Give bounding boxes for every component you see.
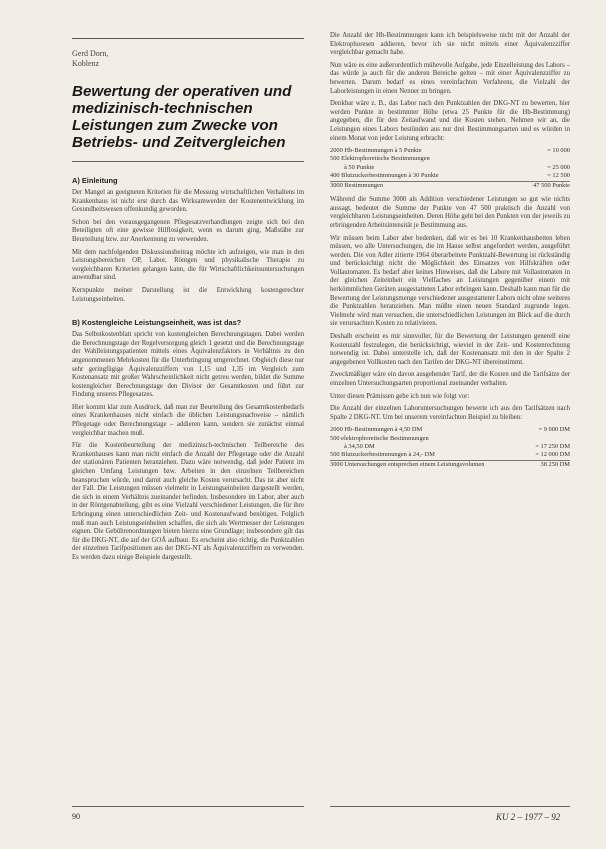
paragraph: Zweckmäßiger wäre ein davon ausgehender Tarif, der die Kosten und die Tarifsätze der einzelnen Untersuchungsarten proportional zueinander verhalten. [330, 371, 570, 388]
paragraph: Nun wäre es eine außerordentlich mühevolle Aufgabe, jede Einzelleistung des Labors – das würde ja auch für die anderen Bereiche gelten – mit einer Äquivalenzziffer zu bewerten. Darum bedarf es eines vereinfachten Verfahrens, die Vielzahl der Laborleistungen in einen Nenner zu bringen. [330, 61, 570, 95]
table-row-value [508, 435, 570, 443]
table-row-label: 500 Elektrophoretische Bestimmungen [330, 155, 430, 163]
table-row-label: 3000 Bestimmungen [330, 181, 384, 189]
footer-rule-left [72, 806, 304, 807]
table-row [330, 435, 570, 443]
table-row-label: 3000 Untersuchungen entsprechen einem Leistungsvolumen [330, 461, 485, 469]
table-row-label: 500 Blutzuckerbestimmungen à 24,- DM [330, 451, 435, 458]
paragraph: Der Mangel an geeigneten Kriterien für die Messung wirtschaftlichen Verhaltens im Krankenhaus ist nicht erst durch das Wirksamwerden der Kostenentwicklung im Gesundheitswesen offenkundig geworden. [72, 189, 304, 214]
table-row-label: à 50 Punkte [344, 163, 375, 171]
table-row [330, 451, 570, 459]
table-total-row [330, 181, 570, 190]
paragraph: Die Anzahl der einzelnen Laboruntersuchungen bewerte ich aus den Tarifsätzen nach Spalte 2 DKG-NT. Um bei unserem vereinfachten Beispiel zu bleiben: [330, 405, 570, 421]
paragraph: Denkbar wäre z. B., das Labor nach den Punktzahlen der DKG-NT zu bewerten, hier werden Punkte in bestimmter Höhe (etwa 25 Punkte für die Hb-Bestimmung) angegeben, die für den Zeitaufwand und die Kosten stehen. Nehmen wir an, die Leistungen eines Labors bestünden aus nur drei Bestimmungsarten und es würden in einem Monat von jeder Leistung erbracht: [330, 100, 570, 142]
section-heading-a: A) Einleitung [72, 176, 118, 185]
table-row-value: = 9 000 DM [538, 426, 570, 434]
table-row [330, 443, 570, 451]
paragraph: Das Selbstkostenblatt spricht von kostengleichen Berechnungstagen. Dabei werden die Berechnungstage der Regelversorgung gleich 1 gesetzt und die Berechnungstage der Wahlleistungspatienten mittels eines Äquivalenzfaktors in Verhältnis zu den angenommenen Mehrkosten für die Unterbringung umgerechnet. Obgleich diese nur sehr geringfügige Äquivalenzziffern von 1,15 und 1,35 im Vergleich zum Kostenansatz mit großer Wahrscheinlichkeit nicht getreu werden, bildet die Summe kostengleicher Berechnungstage den Divisor der Gesamtkosten und führt zur Findung unseres Pflegesatzes. [72, 331, 304, 399]
table-row-value [508, 155, 570, 163]
section-heading-b: B) Kostengleiche Leistungseinheit, was ist das? [72, 318, 242, 328]
table-row-label: 500 elektrophoretische Bestimmungen [330, 434, 429, 442]
author-city: Koblenz [72, 59, 100, 68]
paragraph: Hier kommt klar zum Ausdruck, daß man zur Beurteilung des Gesamtkostenbedarfs eines Krankenhauses nicht einfach die üblichen Leistungsnachweise – nämlich Pflegetage oder Berechnungstage – addieren kann, sondern sie zunächst einmal vergleichbar machen muß. [72, 403, 304, 437]
paragraph: Kernpunkte meiner Darstellung ist die Entwicklung kostengerechter Leistungseinheiten. [72, 286, 304, 303]
table-row-value: 38 250 DM [540, 461, 570, 469]
article-title: Bewertung der operativen und medizinisch-technischen Leistungen zum Zwecke von Betriebs- und Zeitvergleichen [72, 83, 292, 151]
table-row [330, 426, 570, 434]
table-row-value: = 12 500 [547, 171, 570, 179]
table-row [330, 155, 570, 163]
paragraph: Mit dem nachfolgenden Diskussionsbeitrag möchte ich aufzeigen, wie man in den Leistungsbereichen OP, Labor, Röntgen und physikalische Therapie zu vergleichbaren Kriterien gelangen kann, die für Wirtschaftlichkeitsuntersuchungen anwendbar sind. [72, 248, 304, 282]
table-row-label: à 34,50 DM [344, 442, 375, 450]
table-row-value: = 25 000 [547, 163, 570, 171]
table-row-label: 2000 Hb-Bestimmungen à 4,50 DM [330, 426, 423, 434]
points-table [330, 147, 570, 190]
paragraph: Die Anzahl der Hb-Bestimmungen kann ich beispielsweise nicht mit der Anzahl der Elektrophoresen addieren, bevor ich sie nicht mittels einer Äquivalenzziffer vergleichbar gemacht habe. [330, 32, 570, 57]
table-row-value: = 10 000 [547, 147, 570, 155]
table-row-label: 400 Blutzuckerbestimmungen à 30 Punkte [330, 171, 439, 179]
table-row [330, 147, 570, 155]
right-column [330, 32, 570, 475]
table-total-row [330, 460, 570, 469]
paragraph: Deshalb erscheint es mir sinnvoller, für die Bewertung der Leistungen generell eine Kostenzahl festzulegen, die berücksichtigt, wieviel in der Zeit- und Kostenrechnung notwendig ist. Dabei unterstelle ich, daß der Kostenansatz mit den in der Spalte 2 angegebenen Vollkosten nach den Tarifen der DKG-NT übereinstimmt. [330, 333, 570, 366]
top-rule [72, 38, 304, 39]
paragraph: Unter diesen Prämissen gehe ich nun wie folgt vor: [330, 392, 470, 400]
table-row-label: 2000 Hb-Bestimmungen à 5 Punkte [330, 147, 422, 155]
table-row-value: = 17 250 DM [535, 442, 570, 450]
page-number: 90 [72, 812, 80, 821]
paragraph: Für die Kostenbeurteilung der medizinisch-technischen Teilbereiche des Krankenhauses kann man nicht einfach die Anzahl der Pflegetage oder die Anzahl der stationären Patienten heranziehen. Dazu wäre notwendig, daß jeder Patient im gleichen Umfang Leistungen bzw. Arbeiten in den einzelnen Teilbereichen beanspruchen würde, und damit auch gleiche Kosten verursacht. Das ist aber nicht der Fall. Die Leistungen müssen vielmehr in Leistungseinheiten dargestellt werden, die sich in einem Verhältnis zueinander befinden. Insbesondere im Labor, aber auch in der Röntgenabteilung, gibt es eine Vielzahl verschiedener Leistungen, die für ihre Erbringung einen unterschiedlichen Zeit- und Kostenaufwand benötigen. Folglich muß man auch Leistungseinheiten schaffen, die sich als Wertmesser der Leistungen eignen. Die Gebührenordnungen bieten hierzu eine Grundlage; insbesondere gilt das für die DKG-NT, die auf der GOÄ aufbaut. Es erscheint also richtig, die Punktzahlen der einzelnen Tarifpositionen aus der DKG-NT als Äquivalenzziffern zu verwenden. Es werden dazu einige Beispiele dargestellt. [72, 442, 304, 561]
paragraph: Während die Summe 3000 als Addition verschiedener Leistungen so gut wie nichts aussagt, bedeutet die Summe der Punkte von 47 500 praktisch die Anzahl von vergleichbaren Leistungseinheiten. Deren Höhe geht bei den Punkten von der jeweils zu erbringenden Arbeitsintensität je Bestimmung aus. [330, 196, 570, 229]
paragraph: Schon bei den vorausgegangenen Pflegesatzverhandlungen zeigte sich bei den Beteiligten oft eine gewisse Hilflosigkeit, wenn es darum ging, Maßstäbe zur Beurteilung bzw. zur Anerkennung zu verwenden. [72, 218, 304, 243]
table-row-value: = 12 000 DM [535, 451, 570, 458]
paragraph: Wir müssen beim Labor aber bedenken, daß wir es bei 10 Krankenhausbetten leben müssen, wo alle Untersuchungen, die im Hause selbst angefordert werden, ausgeführt werden. Die von Adler zitierte 1964 überarbeitete Punktzahl-Bewertung ist rückständig und berücksichtigt nicht die Möglichkeit des Einsatzes von Hilfskräften oder Vollautomaten. Es bedarf aber keines Hinweises, daß die Labore mit Vollautomaten in der gleichen Zeiteinheit ein Vielfaches an Leistungen gegenüber einem mit herkömmlichen Geräten ausgestatteten Labor erbringen kann. Deshalb kann man für die Bewertung der Leistungsmenge verschiedener ausgestatteter Labors nicht ohne weiteres die Punktzahlen heranziehen. Man müßte einen neuen Standard zugrunde legen. Vielmehr wird man versuchen, die unterschiedlichen Leistungen im Blick auf die durch sie verursachten Kosten zu relativieren. [330, 234, 570, 328]
journal-reference: KU 2 – 1977 – 92 [496, 812, 561, 822]
table-row [330, 164, 570, 172]
footer-rule-right [330, 806, 570, 807]
author-name: Gerd Dorn, [72, 49, 109, 58]
table-row [330, 172, 570, 180]
tariff-table [330, 426, 570, 469]
title-rule [72, 161, 304, 162]
left-column [72, 38, 304, 567]
table-row-value: 47 500 Punkte [533, 181, 570, 189]
